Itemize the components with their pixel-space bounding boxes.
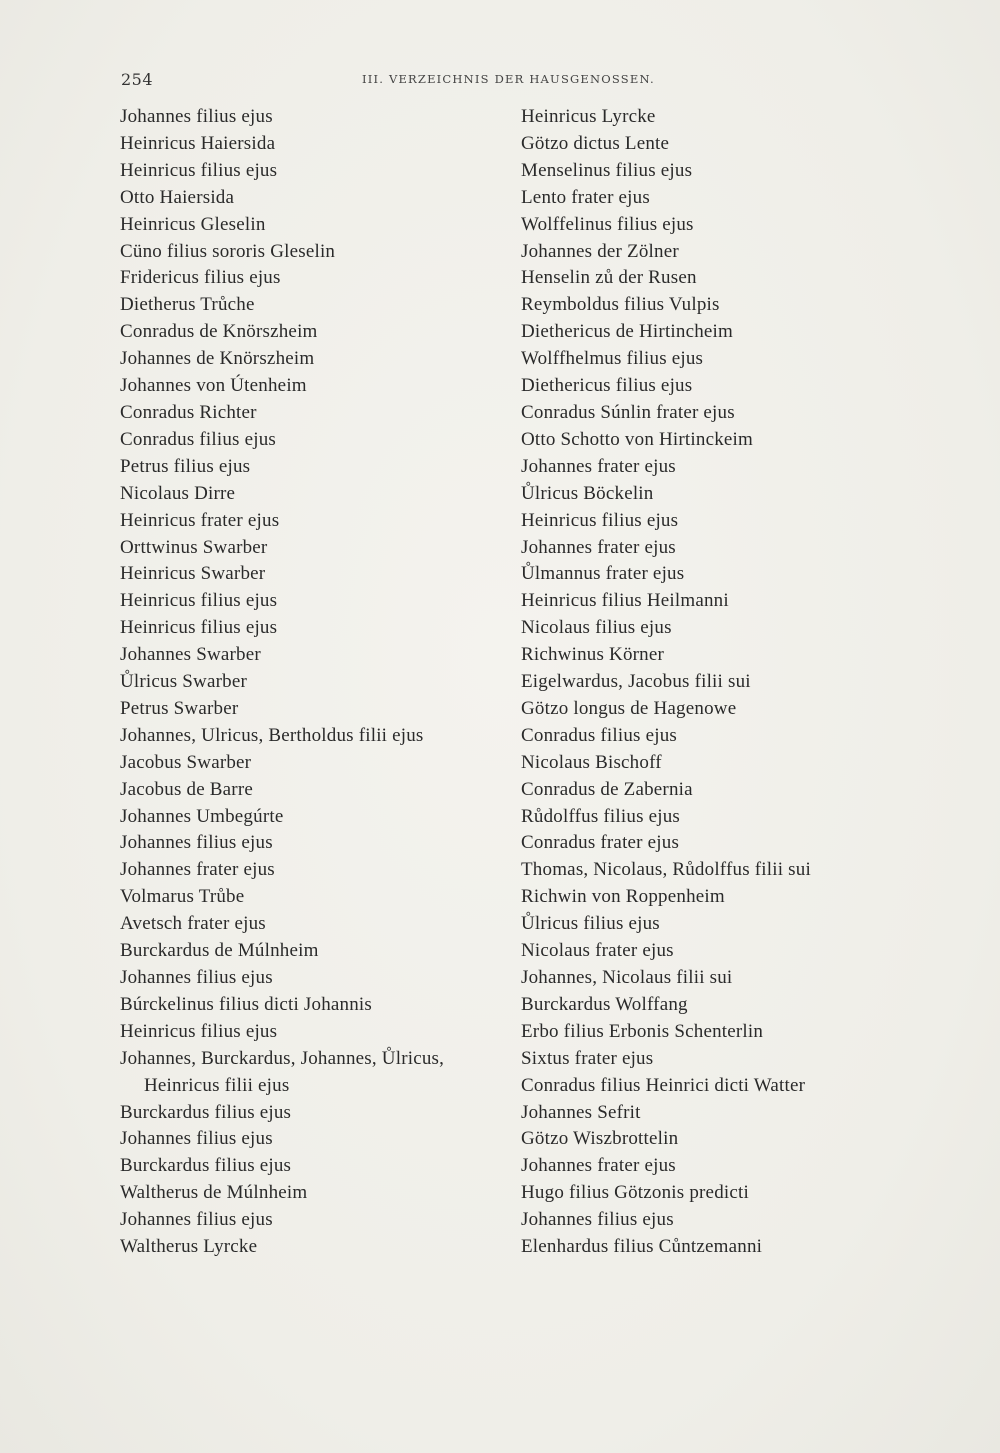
name-entry: Richwin von Roppenheim	[521, 886, 725, 908]
name-entry: Johannes filius ejus	[120, 1209, 273, 1231]
name-entry: Heinricus Haiersida	[120, 132, 276, 154]
name-entry: Johannes frater ejus	[521, 455, 676, 477]
name-entry: Johannes frater ejus	[120, 859, 275, 881]
name-entry: Burckardus filius ejus	[120, 1101, 292, 1123]
name-entry: Conradus Richter	[120, 401, 257, 423]
name-entry: Conradus frater ejus	[521, 832, 680, 854]
name-entry: Avetsch frater ejus	[120, 913, 266, 935]
name-entry: Johannes von Útenheim	[120, 375, 307, 397]
name-entry: Reymboldus filius Vulpis	[521, 294, 720, 316]
page-number: 254	[121, 70, 154, 89]
name-entry: Erbo filius Erbonis Schenterlin	[521, 1020, 764, 1042]
name-entry: Jacobus Swarber	[120, 751, 252, 773]
right-name-column	[521, 104, 901, 1261]
running-head: III. VERZEICHNIS DER HAUSGENOSSEN.	[362, 72, 655, 86]
name-entry: Heinricus frater ejus	[120, 509, 280, 531]
name-entry: Johannes filius ejus	[521, 1209, 674, 1231]
name-entry: Johannes der Zölner	[521, 240, 679, 262]
name-entry: Thomas, Nicolaus, Růdolffus filii sui	[521, 859, 811, 881]
name-entry: Menselinus filius ejus	[521, 159, 693, 181]
name-entry: Heinricus Gleselin	[120, 213, 266, 235]
name-entry: Ůlmannus frater ejus	[521, 563, 685, 585]
name-entry: Heinricus Swarber	[120, 563, 266, 585]
name-entry: Búrckelinus filius dicti Johannis	[120, 993, 372, 1015]
name-entry: Burckardus Wolffang	[521, 993, 688, 1015]
name-entry: Waltherus de Múlnheim	[120, 1182, 308, 1204]
name-entry: Wolffhelmus filius ejus	[521, 348, 704, 370]
name-entry: Nicolaus Dirre	[120, 482, 236, 504]
name-entry: Conradus de Knörszheim	[120, 321, 318, 343]
name-entry: Johannes Sefrit	[521, 1101, 641, 1123]
name-entry: Ůlricus Swarber	[120, 671, 247, 693]
name-entry: Fridericus filius ejus	[120, 267, 281, 289]
name-entry: Heinricus filius Heilmanni	[521, 590, 729, 612]
name-entry: Petrus Swarber	[120, 697, 239, 719]
name-entry: Johannes Swarber	[120, 644, 261, 666]
name-entry: Nicolaus frater ejus	[521, 940, 674, 962]
name-entry: Johannes filius ejus	[120, 1128, 273, 1150]
name-entry: Richwinus Körner	[521, 644, 665, 666]
name-entry: Burckardus de Múlnheim	[120, 940, 319, 962]
name-entry: Johannes filius ejus	[120, 832, 273, 854]
name-entry: Conradus filius Heinrici dicti Watter	[521, 1074, 806, 1096]
name-entry: Conradus filius ejus	[120, 428, 276, 450]
name-entry: Nicolaus filius ejus	[521, 617, 672, 639]
name-entry: Conradus filius ejus	[521, 724, 677, 746]
name-entry: Volmarus Trůbe	[120, 886, 245, 908]
name-entry: Ůlricus filius ejus	[521, 913, 660, 935]
name-entry: Cüno filius sororis Gleselin	[120, 240, 336, 262]
name-entry: Johannes, Nicolaus filii sui	[521, 967, 733, 988]
name-entry: Johannes filius ejus	[120, 967, 273, 988]
name-entry: Heinricus filius ejus	[521, 509, 679, 531]
name-entry: Heinricus Lyrcke	[521, 106, 656, 127]
name-entry: Lento frater ejus	[521, 186, 650, 208]
name-entry: Conradus de Zabernia	[521, 778, 693, 800]
name-entry: Götzo Wiszbrottelin	[521, 1128, 679, 1150]
name-entry: Burckardus filius ejus	[120, 1155, 292, 1177]
name-entry: Eigelwardus, Jacobus filii sui	[521, 671, 751, 693]
left-name-column	[120, 104, 500, 1261]
name-entry: Petrus filius ejus	[120, 455, 251, 477]
name-entry: Heinricus filius ejus	[120, 1020, 278, 1042]
name-entry: Götzo dictus Lente	[521, 132, 670, 154]
name-entry: Diethericus filius ejus	[521, 375, 693, 397]
name-entry: Johannes Umbegúrte	[120, 805, 284, 827]
name-entry: Otto Schotto von Hirtinckeim	[521, 428, 753, 450]
name-entry: Orttwinus Swarber	[120, 536, 268, 558]
name-entry: Conradus Súnlin frater ejus	[521, 401, 735, 423]
name-entry: Heinricus filius ejus	[120, 590, 278, 612]
name-entry: Sixtus frater ejus	[521, 1047, 654, 1069]
name-entry: Johannes filius ejus	[120, 106, 273, 127]
name-entry: Waltherus Lyrcke	[120, 1236, 258, 1258]
name-entry: Henselin zů der Rusen	[521, 267, 697, 289]
name-entry: Diethericus de Hirtincheim	[521, 321, 734, 343]
name-entry: Jacobus de Barre	[120, 778, 253, 800]
name-entry: Heinricus filius ejus	[120, 617, 278, 639]
name-entry: Otto Haiersida	[120, 186, 235, 208]
name-entry: Ůlricus Böckelin	[521, 482, 654, 504]
name-entry: Nicolaus Bischoff	[521, 751, 662, 773]
name-entry: Dietherus Trůche	[120, 294, 255, 316]
name-entry: Johannes, Ulricus, Bertholdus filii ejus	[120, 724, 424, 746]
name-entry: Johannes frater ejus	[521, 1155, 676, 1177]
name-entry: Heinricus filius ejus	[120, 159, 278, 181]
name-entry: Wolffelinus filius ejus	[521, 213, 694, 235]
name-entry: Hugo filius Götzonis predicti	[521, 1182, 749, 1204]
name-entry: Johannes, Burckardus, Johannes, Ůlricus, Heinricus filii ejus	[120, 1047, 445, 1096]
name-entry: Růdolffus filius ejus	[521, 805, 681, 827]
name-entry: Götzo longus de Hagenowe	[521, 697, 737, 719]
name-entry: Johannes frater ejus	[521, 536, 676, 558]
name-entry: Elenhardus filius Cůntzemanni	[521, 1236, 763, 1258]
name-entry: Johannes de Knörszheim	[120, 348, 315, 370]
